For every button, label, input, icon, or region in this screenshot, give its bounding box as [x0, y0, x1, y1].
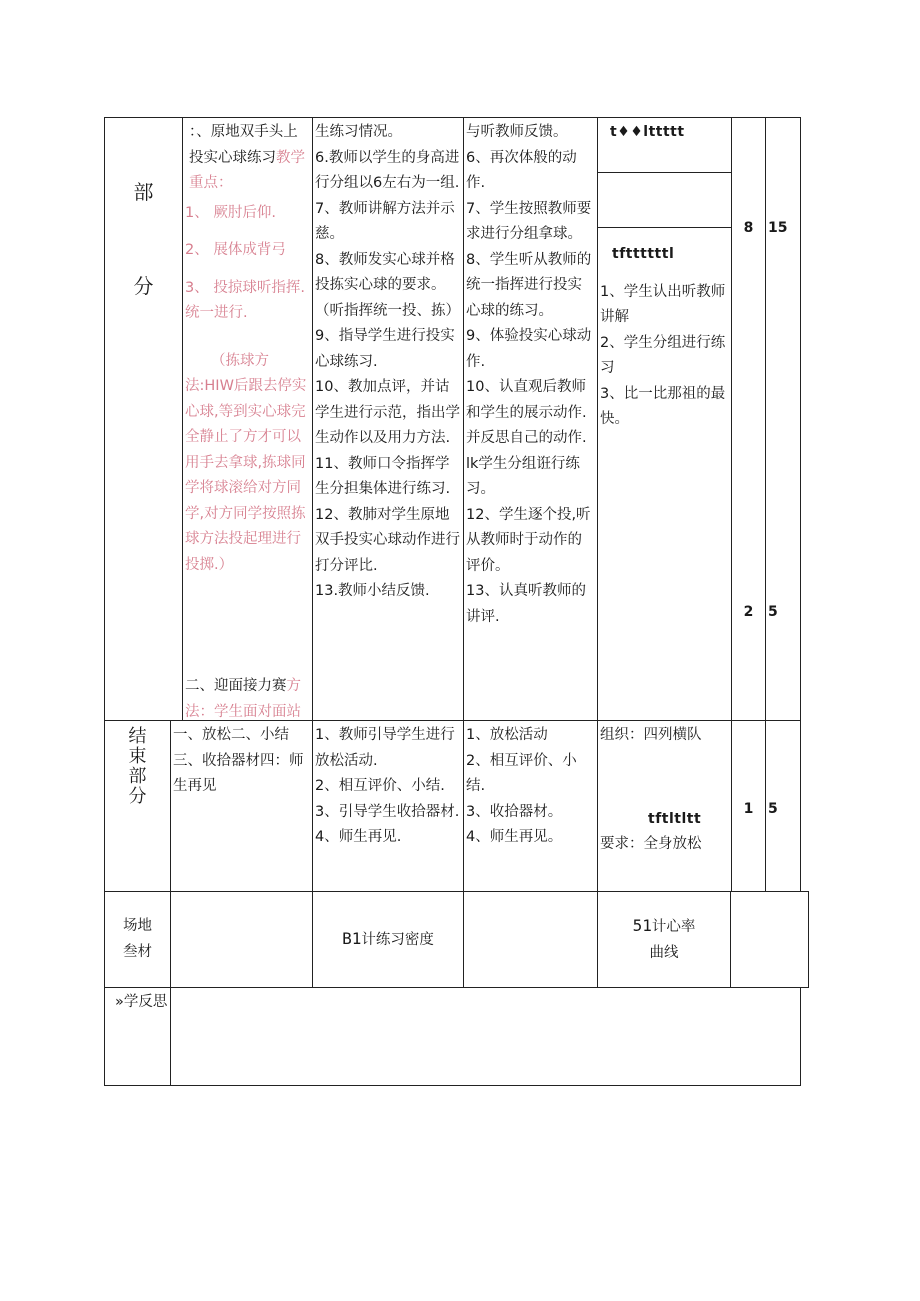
density-label-cell [313, 892, 464, 988]
density-label: 计练习密度 [361, 931, 434, 948]
teacher-line: 8、教师发实心球并格投拣实心球的要求。（听指挥统一投、拣） [315, 251, 460, 319]
section-char: 分 [128, 786, 147, 807]
reflection-label: »学反思 [115, 994, 168, 1010]
content-line: 3、 投掠球听指挥.统一进行. [185, 279, 305, 321]
count-value: 1 [743, 801, 754, 817]
count-cell [732, 118, 766, 721]
basic-section-row [105, 118, 809, 721]
student-line: 10、认直观后教师和学生的展示动作.并反思自己的动作. [466, 379, 587, 446]
section-char: 束 [128, 746, 147, 767]
ending-organization-cell [598, 721, 732, 892]
venue-label: 场地 [123, 918, 152, 934]
ending-teacher-cell [313, 721, 464, 892]
section-char: 部 [128, 766, 147, 787]
teacher-line: 7、教师讲解方法并示慈。 [315, 200, 455, 242]
section-char: 结 [128, 726, 147, 747]
section-char: 部 [133, 180, 154, 204]
basic-section-label [105, 118, 183, 721]
student-line: 4、师生再见。 [466, 829, 563, 845]
teacher-line: 1、教师引导学生进行放松活动. [315, 727, 455, 769]
ending-time-cell [766, 721, 801, 892]
time-cell [766, 118, 801, 721]
ending-section-label [105, 721, 171, 892]
formation-symbol: tftltltt [648, 810, 702, 827]
time-value: 5 [768, 801, 778, 817]
count-value: 8 [743, 220, 754, 236]
teacher-line: 3、引导学生收拾器材. [315, 803, 460, 820]
lesson-plan-table [104, 117, 809, 1086]
content-line: ：、原地双手头上投实心球练习教学重点： [189, 124, 305, 191]
student-line: 12、学生逐个投,听从教师时于动作的评价。 [466, 506, 591, 574]
student-activity-cell [464, 118, 598, 721]
ending-content: 一、放松二、小结三、收拾器材四：师生再见 [173, 727, 304, 794]
heart-rate-label-cell [598, 892, 731, 988]
formation-symbol: tfttttttl [612, 246, 675, 262]
count-value: 2 [743, 603, 754, 620]
venue-label-cell [105, 892, 171, 988]
ending-count-cell [732, 721, 766, 892]
density-value-cell [464, 892, 598, 988]
student-line: lk学生分组诳行练习。 [466, 455, 580, 497]
venue-label: 叁材 [123, 943, 152, 960]
heart-label: 计心率 [651, 919, 696, 935]
teacher-line: 生练习情况。 [315, 124, 402, 140]
teacher-line: 13.教师小结反馈. [315, 583, 430, 599]
content-line: 1、 厥肘后仰. [185, 204, 276, 221]
student-line: 7、学生按照教师要求进行分组拿球。 [466, 200, 592, 242]
student-line: 8、学生听从教师的统一指挥进行投实心球的练习。 [466, 251, 592, 319]
heart-label: 曲线 [649, 944, 679, 961]
ending-content-cell [171, 721, 313, 892]
venue-value-cell [171, 892, 313, 988]
teacher-line: 12、教肺对学生原地双手投实心球动作进行打分评比. [315, 506, 460, 574]
org-line: 组织：四列横队 [600, 727, 702, 743]
teacher-activity-cell [313, 118, 464, 721]
reflection-row [105, 988, 809, 1086]
org-line: 3、比一比那祖的最快。 [600, 385, 726, 427]
content-line: （拣球方法:HIW后跟去停实心球,等到实心球完全静止了方才可以用手去拿球,拣球同学将球滚给对方同学,对方同学按照拣球方法投起理进行投掷.） [185, 352, 307, 573]
teacher-line: 11、教师口令指挥学生分担集体进行练习. [315, 455, 451, 497]
org-line: 1、学生认出听教师讲解 [600, 283, 726, 325]
reflection-value-cell [171, 988, 801, 1086]
time-value: 15 [768, 220, 788, 236]
student-line: 6、再次体般的动作. [466, 149, 577, 191]
teacher-line: 2、相互评价、小结. [315, 778, 445, 794]
student-line: 13、认真听教师的讲评. [466, 583, 586, 625]
density-prefix: B1 [342, 928, 362, 948]
basic-content-cell [183, 118, 313, 721]
organization-cell [598, 118, 732, 721]
heart-rate-value-cell [731, 892, 809, 988]
org-line: 2、学生分组进行练习 [600, 334, 726, 376]
teacher-line: 4、师生再见. [315, 829, 402, 845]
heart-prefix: 51 [632, 916, 652, 935]
student-line: 与听教师反馈。 [466, 124, 568, 140]
reflection-label-cell [105, 988, 171, 1086]
student-line: 3、收拾器材。 [466, 803, 563, 820]
teacher-line: 9、指导学生进行投实心球练习. [315, 328, 455, 370]
formation-symbol: t♦♦lttttt [610, 124, 685, 140]
student-line: 1、放松活动 [466, 727, 548, 743]
ending-student-cell [464, 721, 598, 892]
teacher-line: 10、教加点评，并诂学生进行示范，指出学生动作以及用力方法. [315, 379, 460, 446]
venue-row [105, 892, 809, 988]
student-line: 2、相互评价、小结. [466, 752, 577, 794]
teacher-line: 6.教师以学生的身高进行分组以6左右为一组. [315, 149, 460, 191]
content-line: 2、 展体成背弓 [185, 242, 286, 258]
ending-section-row [105, 721, 809, 892]
time-value: 5 [768, 603, 778, 620]
section-char: 分 [133, 274, 154, 298]
student-line: 9、体验投实心球动作. [466, 328, 592, 370]
content-line: 二、迎面接力赛方法：学生面对面站 [185, 678, 301, 720]
org-line: 要求：全身放松 [600, 836, 702, 852]
